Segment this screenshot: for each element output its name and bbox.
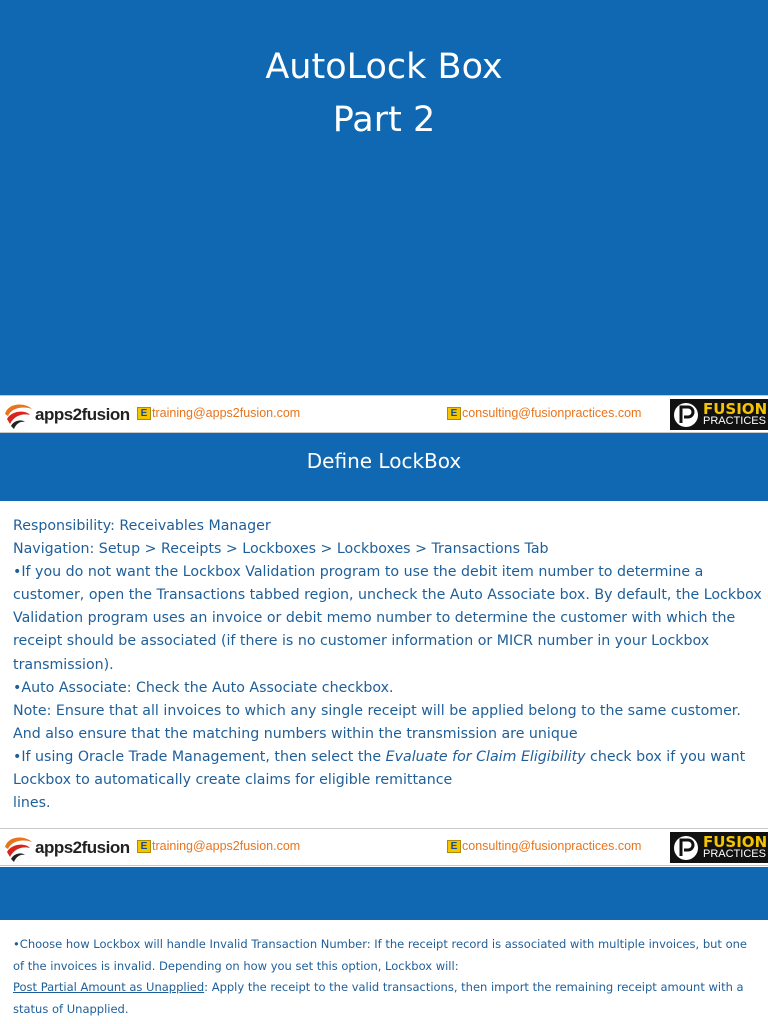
apps2fusion-swirl-icon	[2, 833, 34, 863]
slide-footer	[0, 828, 768, 866]
training-email[interactable]	[137, 406, 300, 420]
apps2fusion-logo	[2, 833, 130, 863]
auto-associate-step: •Auto Associate: Check the Auto Associate checkbox.	[13, 679, 394, 696]
fusion-practices-logo	[670, 832, 768, 863]
fp-logo-text	[703, 835, 767, 860]
email-icon: E	[447, 840, 461, 853]
fp-logo-text	[703, 402, 767, 427]
consulting-email-text: consulting@fusionpractices.com	[462, 406, 642, 420]
invalid-transaction-intro: •Choose how Lockbox will handle Invalid Transaction Number: If the receipt record is associated with multiple invoices, but one of the invoices is invalid. Depending on how you set this option, Lockbox will:	[13, 937, 747, 973]
navigation-line: Navigation: Setup > Receipts > Lockboxes > Lockboxes > Transactions Tab	[13, 541, 549, 558]
fp-logo-bottom: PRACTICES	[703, 415, 766, 427]
fp-logo-bottom: PRACTICES	[703, 848, 766, 860]
trade-management-text: •If using Oracle Trade Management, then select the Evaluate for Claim Eligibility check box if you want Lockbox to automatically create claims for eligible remittance	[13, 748, 746, 789]
slide-title: AutoLock Box	[265, 47, 503, 87]
responsibility-line: Responsibility: Receivables Manager	[13, 518, 271, 534]
apps2fusion-logo	[2, 400, 130, 430]
consulting-email-text: consulting@fusionpractices.com	[462, 839, 642, 853]
email-icon: E	[137, 840, 151, 853]
trade-management-text-end: lines.	[13, 795, 51, 812]
post-partial-option: Post Partial Amount as Unapplied: Apply the receipt to the valid transactions, then import the remaining receipt amount with a status of Unapplied.	[13, 980, 744, 1016]
fp-logo-top: FUSION	[703, 833, 768, 851]
fp-logo-top: FUSION	[703, 400, 768, 418]
email-icon: E	[137, 407, 151, 420]
define-lockbox-body	[13, 515, 763, 815]
fusion-practices-logo	[670, 399, 768, 430]
title-slide	[0, 0, 768, 395]
fusion-practices-p-icon	[673, 402, 699, 428]
training-email-text: training@apps2fusion.com	[152, 406, 301, 420]
logo-text: apps2fusion	[35, 405, 130, 424]
email-icon: E	[447, 407, 461, 420]
logo-text: apps2fusion	[35, 838, 130, 857]
slide-subtitle: Part 2	[332, 100, 436, 140]
training-email-text: training@apps2fusion.com	[152, 839, 301, 853]
apps2fusion-swirl-icon	[2, 400, 34, 430]
claim-eligibility-option: Evaluate for Claim Eligibility	[385, 748, 586, 765]
consulting-email[interactable]	[447, 406, 641, 420]
section-title: Define LockBox	[306, 449, 462, 473]
fusion-practices-p-icon	[673, 835, 699, 861]
consulting-email[interactable]	[447, 839, 641, 853]
note-text: Note: Ensure that all invoices to which any single receipt will be applied belong to the same customer. And also ensure that the matching numbers within the transmission are unique	[13, 702, 741, 742]
invalid-transaction-body	[13, 934, 758, 1020]
next-slide-header	[0, 867, 768, 920]
auto-associate-explanation: •If you do not want the Lockbox Validation program to use the debit item number to determine a customer, open the Transactions tabbed region, uncheck the Auto Associate box. By default, the Lockbox Validation program uses an invoice or debit memo number to determine the customer with which the receipt should be associated (if there is no customer information or MICR number in your Lockbox transmission).	[13, 564, 762, 673]
training-email[interactable]	[137, 839, 300, 853]
post-partial-link: Post Partial Amount as Unapplied	[13, 980, 205, 994]
slide-footer	[0, 395, 768, 433]
